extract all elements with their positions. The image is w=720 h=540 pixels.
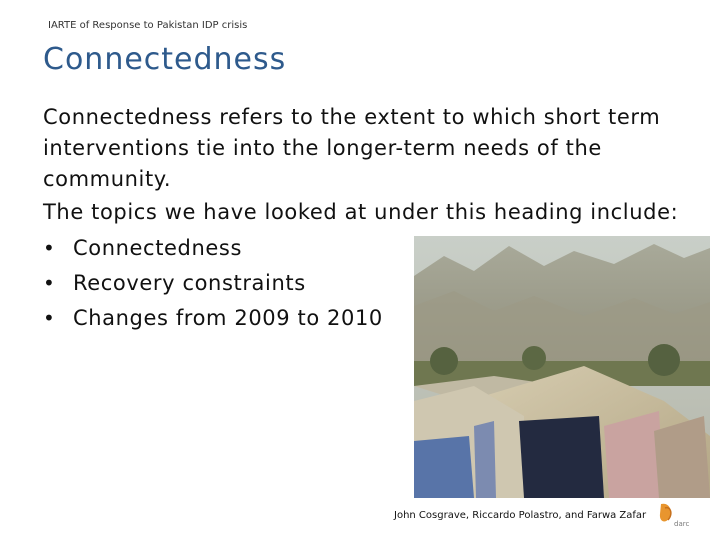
slide-title: Connectedness — [43, 42, 287, 77]
svg-text:darc: darc — [674, 520, 690, 528]
bullet-icon: • — [43, 306, 56, 330]
camp-tents-photo — [414, 236, 710, 498]
body-paragraph-definition: Connectedness refers to the extent to which short term interventions tie into the longer-term needs of the community. — [43, 105, 661, 191]
darc-logo — [655, 500, 695, 530]
topic-label: Recovery constraints — [73, 271, 306, 295]
topic-label: Connectedness — [73, 236, 242, 260]
bullet-icon: • — [43, 271, 56, 295]
footer-authors: John Cosgrave, Riccardo Polastro, and Farwa Zafar — [394, 510, 647, 521]
topic-label: Changes from 2009 to 2010 — [73, 306, 383, 330]
presentation-header: IARTE of Response to Pakistan IDP crisis — [48, 20, 248, 31]
body-paragraph-topics: The topics we have looked at under this heading include: — [43, 200, 679, 224]
bullet-icon: • — [43, 236, 56, 260]
